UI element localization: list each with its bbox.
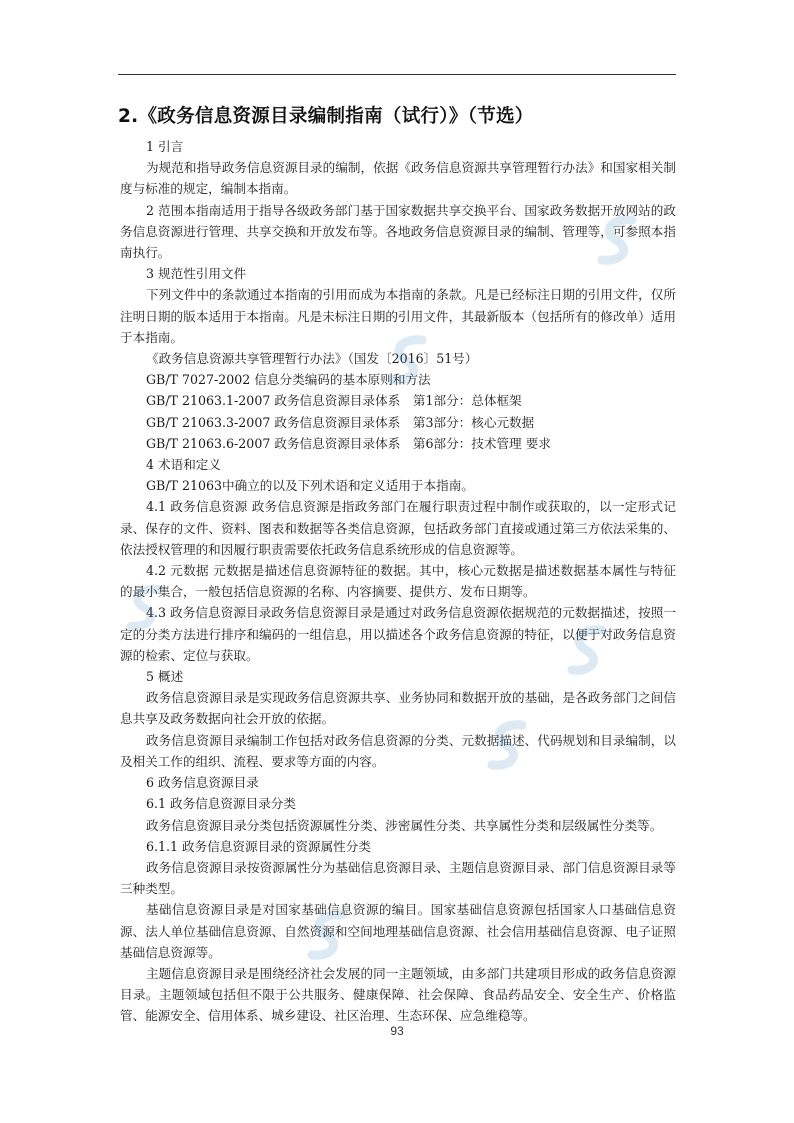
paragraph: 主题信息资源目录是围绕经济社会发展的同一主题领域，由多部门共建项目形成的政务信息资源目录。主题领域包括但不限于公共服务、健康保障、社会保障、食品药品安全、安全生产、价格监管、能源安全、信用体系、城乡建设、社区治理、生态环保、应急维稳等。: [120, 965, 676, 1024]
section-heading: GB/T 21063.3-2007 政务信息资源目录体系 第3部分：核心元数据: [146, 414, 535, 430]
section-heading: GB/T 21063中确立的以及下列术语和定义适用于本指南。: [146, 478, 474, 494]
section-heading: 1 引言: [146, 139, 184, 154]
paragraph: 政务信息资源目录分类包括资源属性分类、涉密属性分类、共享属性分类和层级属性分类等。: [146, 817, 663, 833]
paragraph: 下列文件中的条款通过本指南的引用而成为本指南的条款。凡是已经标注日期的引用文件，仅所注明日期的版本适用于本指南。凡是未标注日期的引用文件，其最新版本（包括所有的修改单）适用于本指南。: [120, 287, 676, 345]
header-rule: [118, 74, 676, 75]
document-body: [120, 136, 676, 1027]
section-heading: GB/T 7027-2002 信息分类编码的基本原则和方法: [146, 372, 431, 388]
paragraph: 2 范围本指南适用于指导各级政务部门基于国家数据共享交换平台、国家政务数据开放网站的政务信息资源进行管理、共享交换和开放发布等。各地政务信息资源目录的编制、管理等，可参照本指南执行。: [120, 202, 676, 261]
page-number: 93: [390, 1024, 404, 1038]
paragraph: 政务信息资源目录是实现政务信息资源共享、业务协同和数据开放的基础，是各政务部门之间信息共享及政务数据向社会开放的依据。: [120, 690, 676, 727]
section-heading: 6.1.1 政务信息资源目录的资源属性分类: [146, 838, 371, 854]
section-heading: 6 政务信息资源目录: [146, 775, 259, 791]
page-title: 2.《政务信息资源目录编制指南（试行）》（节选）: [118, 106, 534, 127]
paragraph: 4.3 政务信息资源目录政务信息资源目录是通过对政务信息资源依据规范的元数据描述，按照一定的分类方法进行排序和编码的一组信息，用以描述各个政务信息资源的特征，以便于对政务信息资源的检索、定位与获取。: [120, 605, 676, 663]
section-heading: 4 术语和定义: [146, 457, 221, 473]
section-heading: GB/T 21063.1-2007 政务信息资源目录体系 第1部分：总体框架: [146, 393, 522, 409]
section-heading: 6.1 政务信息资源目录分类: [146, 796, 296, 812]
paragraph: 政务信息资源目录按资源属性分为基础信息资源目录、主题信息资源目录、部门信息资源目录等三种类型。: [120, 859, 676, 897]
paragraph: 基础信息资源目录是对国家基础信息资源的编目。国家基础信息资源包括国家人口基础信息资源、法人单位基础信息资源、自然资源和空间地理基础信息资源、社会信用基础信息资源、电子证照基础信息资源等。: [120, 902, 676, 960]
section-heading: 《政务信息资源共享管理暂行办法》（国发〔2016〕51号）: [146, 351, 478, 367]
section-heading: 5 概述: [146, 669, 184, 685]
paragraph: 政务信息资源目录编制工作包括对政务信息资源的分类、元数据描述、代码规划和目录编制，以及相关工作的组织、流程、要求等方面的内容。: [120, 732, 676, 769]
paragraph: 4.1 政务信息资源 政务信息资源是指政务部门在履行职责过程中制作或获取的，以一定形式记录、保存的文件、资料、图表和数据等各类信息资源，包括政务部门直接或通过第三方依法采集的、依法授权管理的和因履行职责需要依托政务信息系统形成的信息资源等。: [120, 499, 676, 557]
section-heading: GB/T 21063.6-2007 政务信息资源目录体系 第6部分：技术管理 要求: [146, 435, 551, 451]
paragraph: 为规范和指导政务信息资源目录的编制，依据《政务信息资源共享管理暂行办法》和国家相关制度与标准的规定，编制本指南。: [120, 160, 676, 197]
section-heading: 3 规范性引用文件: [146, 266, 247, 282]
paragraph: 4.2 元数据 元数据是描述信息资源特征的数据。其中，核心元数据是描述数据基本属性与特征的最小集合，一般包括信息资源的名称、内容摘要、提供方、发布日期等。: [120, 563, 676, 600]
